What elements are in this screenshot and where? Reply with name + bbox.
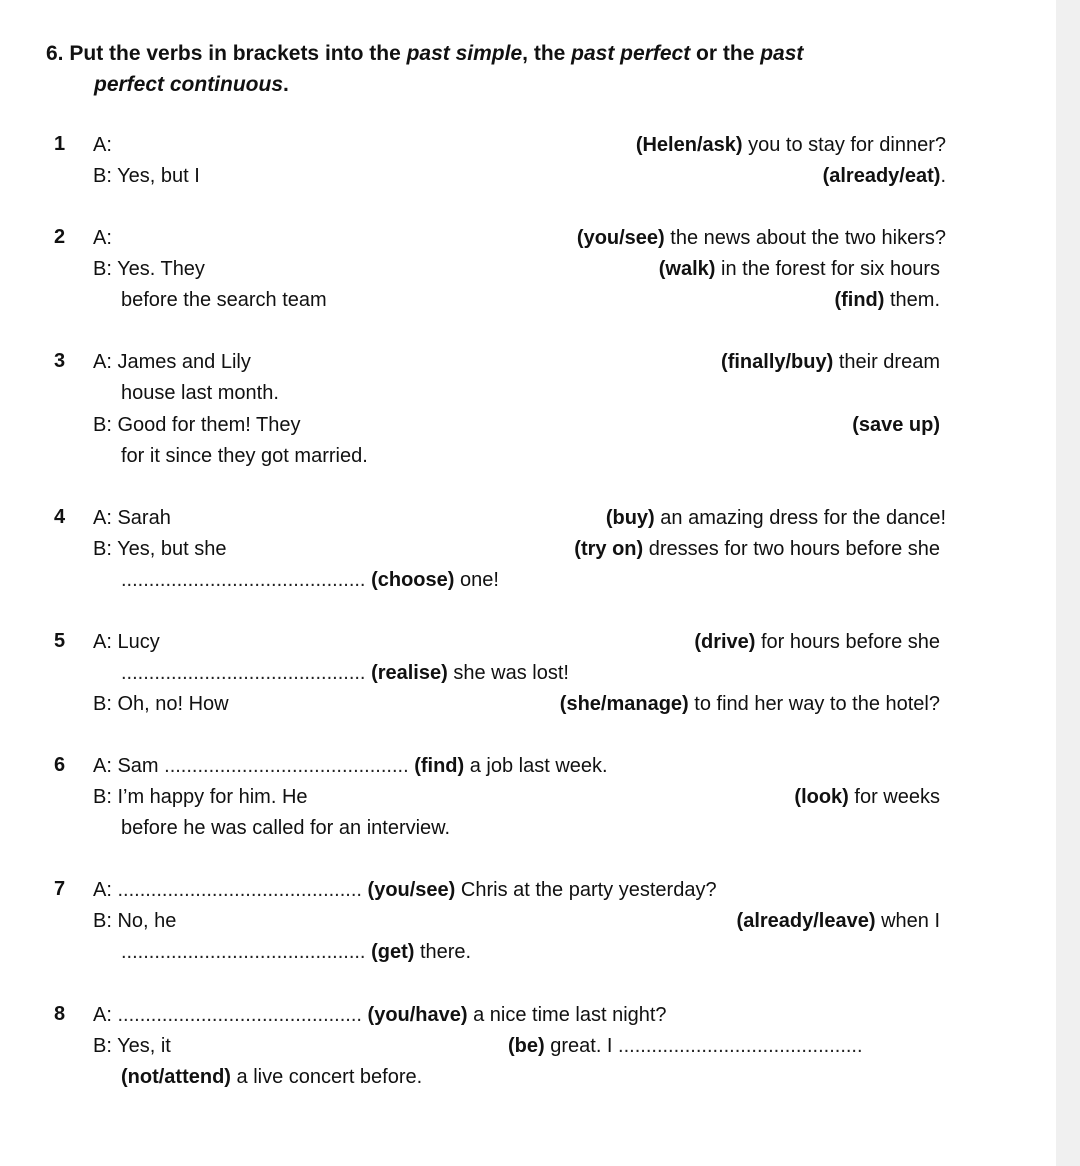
line-a-prompt: (Helen/ask) you to stay for dinner? xyxy=(635,134,946,156)
answer-blank: ............................................ xyxy=(618,1035,863,1057)
line-b-prompt: (walk) in the forest for six hours xyxy=(658,258,940,280)
line-a-prompt: A: Sam ............................................ (find) a job last week. xyxy=(93,755,608,777)
line-a-label: A: Lucy xyxy=(93,631,160,653)
exercise-title: 6. Put the verbs in brackets into the past simple, the past perfect or the past perfect continuous. xyxy=(46,42,804,96)
item-number: 2 xyxy=(54,226,66,248)
line-a-label: A: xyxy=(93,227,112,249)
line-a-prompt: (you/see) the news about the two hikers? xyxy=(576,227,946,249)
line-a-prompt: A: ............................................ (you/see) Chris at the party yesterday? xyxy=(93,879,717,901)
line-c-prompt: ............................................ (choose) one! xyxy=(121,569,499,591)
answer-blank: ............................................ xyxy=(117,1004,362,1026)
line-a2-prompt: ............................................ (realise) she was lost! xyxy=(121,662,569,684)
line-b-label: B: I’m happy for him. He xyxy=(93,786,308,808)
line-b2-text: for it since they got married. xyxy=(121,445,368,467)
line-a-label: A: xyxy=(93,134,112,156)
line-a-prompt: (drive) for hours before she xyxy=(694,631,940,653)
item-number: 5 xyxy=(54,630,66,652)
item-number: 3 xyxy=(54,350,66,372)
line-b-label: B: No, he xyxy=(93,910,177,932)
line-c-label: before the search team xyxy=(121,289,327,311)
line-b-label: B: Oh, no! How xyxy=(93,693,229,715)
line-b-label: B: Yes, it xyxy=(93,1035,171,1057)
item-number: 8 xyxy=(54,1003,66,1025)
line-b-prompt: (look) for weeks xyxy=(794,786,940,808)
line-c-prompt: ............................................ (get) there. xyxy=(121,941,472,963)
line-a-prompt: A: ............................................ (you/have) a nice time last night? xyxy=(93,1004,667,1026)
line-b-prompt: (be) great. I ............................................ xyxy=(508,1035,863,1057)
line-a-prompt: (finally/buy) their dream xyxy=(721,351,940,373)
line-b-prompt: (she/manage) to find her way to the hotel? xyxy=(559,693,940,715)
answer-blank: ............................................ xyxy=(121,662,366,684)
line-b-label: B: Good for them! They xyxy=(93,414,301,436)
scroll-gutter xyxy=(1056,0,1080,1166)
item-number: 7 xyxy=(54,878,66,900)
line-b-prompt: (try on) dresses for two hours before she xyxy=(574,538,940,560)
line-c-prompt: (not/attend) a live concert before. xyxy=(121,1066,423,1088)
line-b-label: B: Yes. They xyxy=(93,258,205,280)
answer-blank: ............................................ xyxy=(117,879,362,901)
line-b-prompt: (already/leave) when I xyxy=(736,910,940,932)
item-number: 4 xyxy=(54,506,66,528)
answer-blank: ............................................ xyxy=(121,569,366,591)
line-b-label: B: Yes, but she xyxy=(93,538,227,560)
answer-blank: ............................................ xyxy=(121,941,366,963)
line-b2-text: before he was called for an interview. xyxy=(121,817,451,839)
line-a-prompt: (buy) an amazing dress for the dance! xyxy=(605,507,946,529)
line-a-label: A: Sarah xyxy=(93,507,171,529)
line-b-label: B: Yes, but I xyxy=(93,165,200,187)
answer-blank: ............................................ xyxy=(164,755,409,777)
line-a-label: A: James and Lily xyxy=(93,351,251,373)
item-number: 1 xyxy=(54,133,66,155)
line-c-prompt: (find) them. xyxy=(834,289,940,311)
item-number: 6 xyxy=(54,754,66,776)
line-b-prompt: (save up) xyxy=(852,414,940,436)
line-a2-text: house last month. xyxy=(121,382,279,404)
exercise-number: 6. xyxy=(46,42,64,65)
line-b-prompt: (already/eat). xyxy=(822,165,946,187)
